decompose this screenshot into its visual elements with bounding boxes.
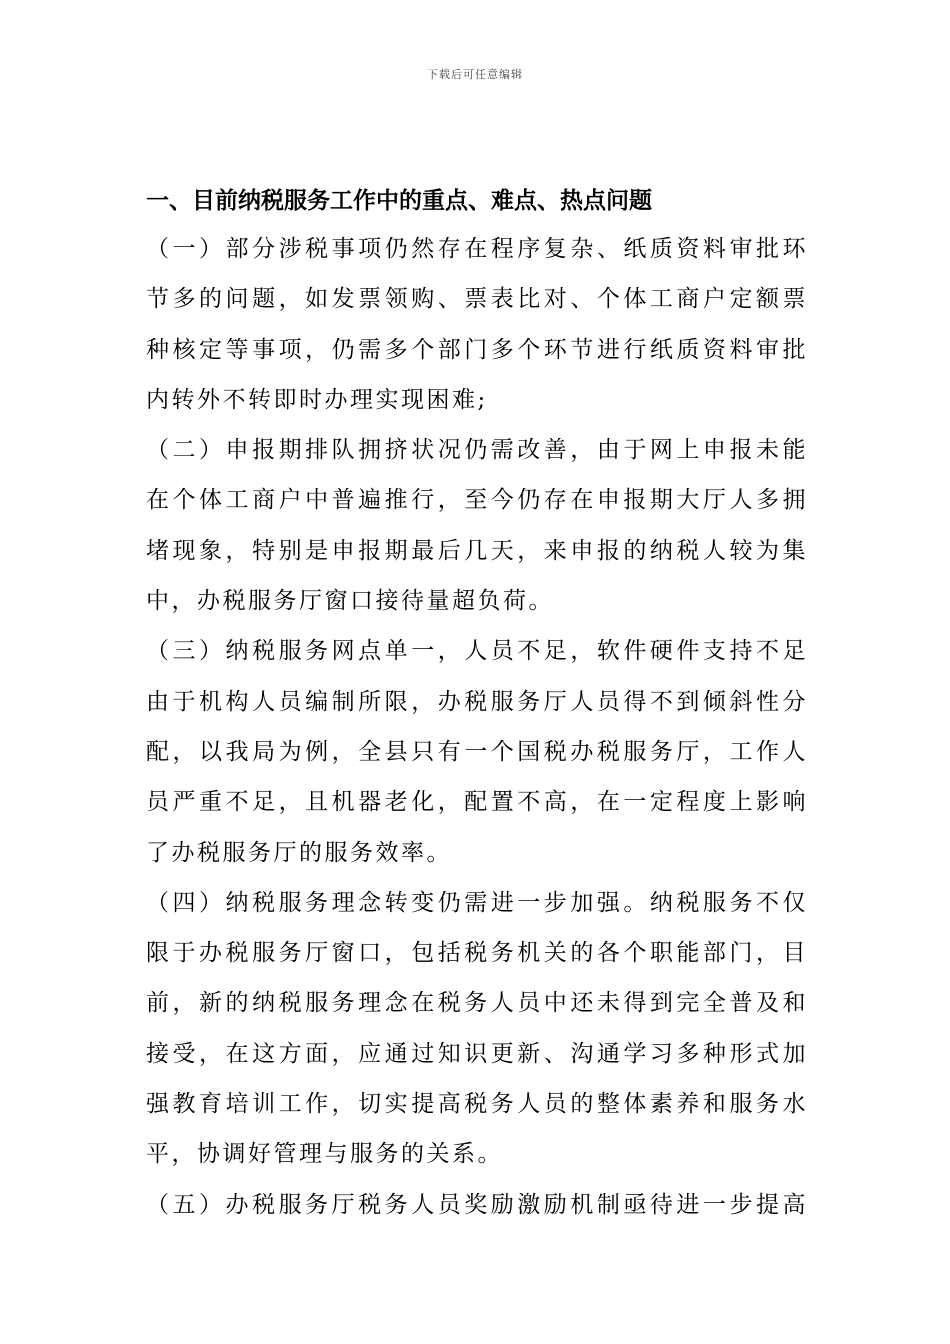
paragraph-1 [146,224,808,425]
paragraph-line: 限于办税服务厅窗口，包括税务机关的各个职能部门，目 [146,940,808,967]
paragraph-line: 在个体工商户中普遍推行，至今仍存在申报期大厅人多拥 [146,487,808,514]
paragraph-line: 平，协调好管理与服务的关系。 [146,1141,503,1168]
paragraph-line: 强教育培训工作，切实提高税务人员的整体素养和服务水 [146,1091,808,1118]
paragraph-line: 种核定等事项，仍需多个部门多个环节进行纸质资料审批 [146,336,808,363]
paragraph-line: 接受，在这方面，应通过知识更新、沟通学习多种形式加 [146,1040,808,1067]
paragraph-line: （一）部分涉税事项仍然存在程序复杂、纸质资料审批环 [146,236,808,262]
paragraph-line: （四）纳税服务理念转变仍需进一步加强。纳税服务不仅 [146,889,808,916]
paragraph-line: 中，办税服务厅窗口接待量超负荷。 [146,588,554,615]
paragraph-line: 节多的问题，如发票领购、票表比对、个体工商户定额票 [146,286,808,313]
paragraph-5 [146,1180,808,1230]
paragraph-2 [146,425,808,626]
paragraph-line: （五）办税服务厅税务人员奖励激励机制亟待进一步提高 [146,1191,808,1218]
paragraph-line: 堵现象，特别是申报期最后几天，来申报的纳税人较为集 [146,537,808,564]
paragraph-line: 前，新的纳税服务理念在税务人员中还未得到完全普及和 [146,990,808,1017]
paragraph-line: 了办税服务厅的服务效率。 [146,839,452,866]
section-heading: 一、目前纳税服务工作中的重点、难点、热点问题 [146,188,652,214]
paragraph-line: 配，以我局为例，全县只有一个国税办税服务厅，工作人 [146,738,808,765]
paragraph-line: （三）纳税服务网点单一，人员不足，软件硬件支持不足 [146,638,808,665]
document-body [146,178,808,1230]
header-note: 下载后可任意编辑 [427,68,523,81]
paragraph-line: 内转外不转即时办理实现困难; [146,386,488,413]
paragraph-line: 由于机构人员编制所限，办税服务厅人员得不到倾斜性分 [146,688,808,715]
paragraph-line: 员严重不足，且机器老化，配置不高，在一定程度上影响 [146,789,808,816]
paragraph-3 [146,626,808,877]
paragraph-4 [146,878,808,1180]
paragraph-line: （二）申报期排队拥挤状况仍需改善，由于网上申报未能 [146,437,808,464]
